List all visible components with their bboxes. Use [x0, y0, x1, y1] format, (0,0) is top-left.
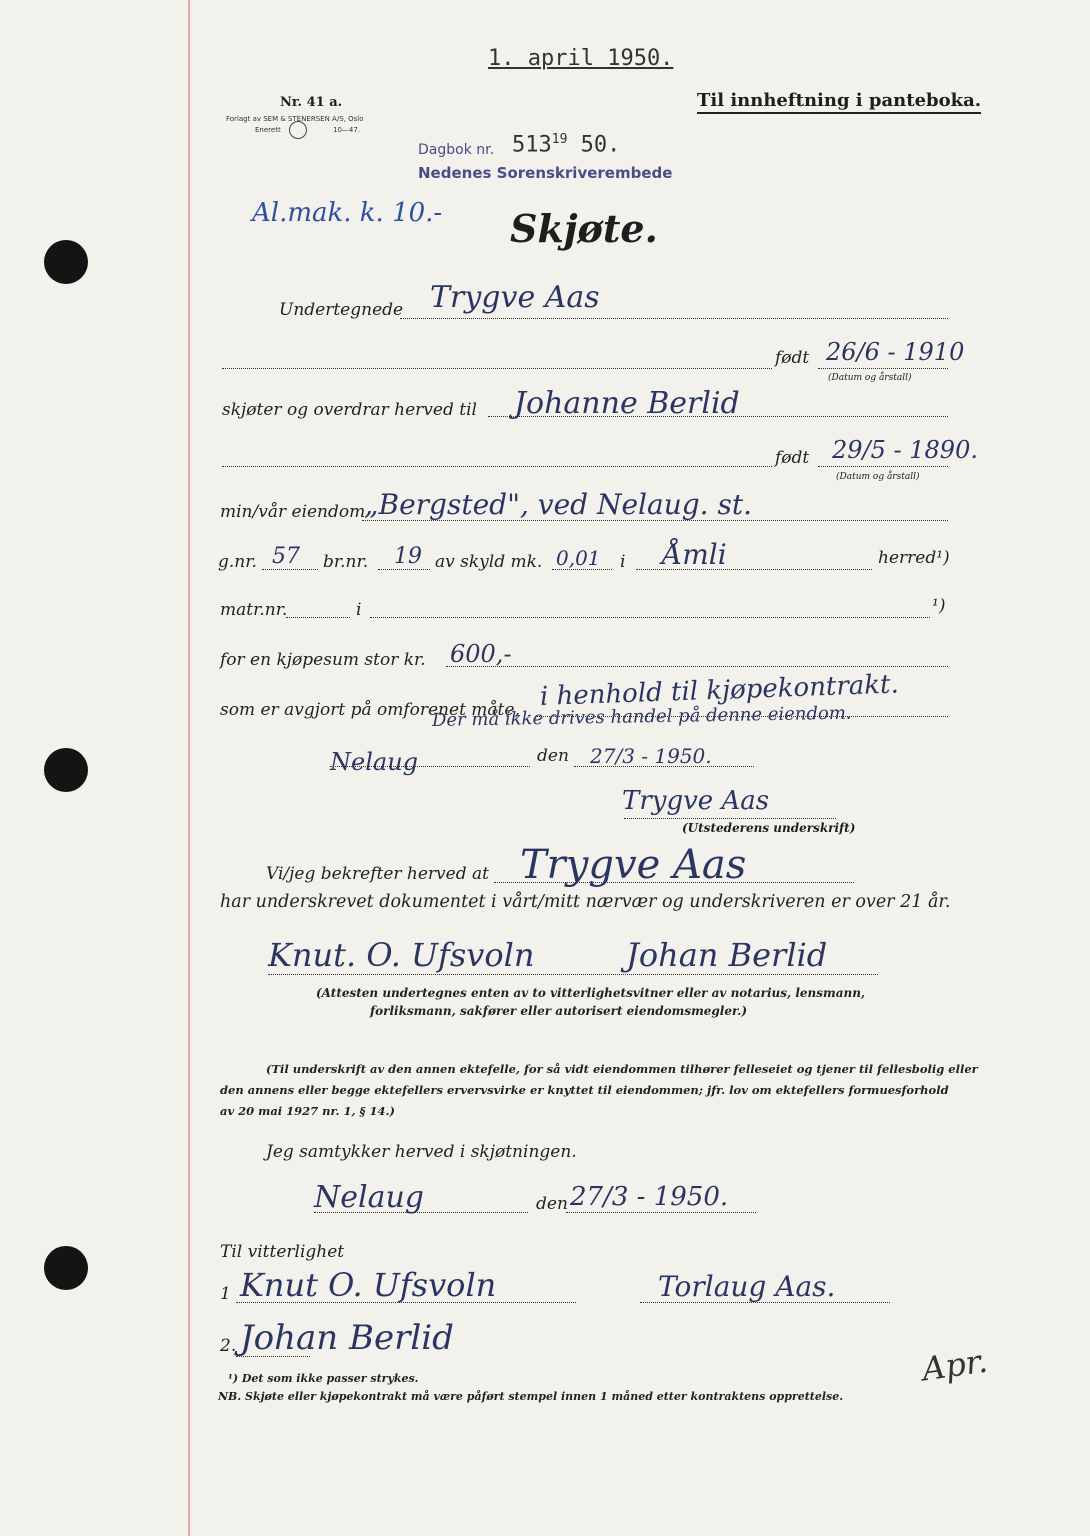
- fodt2-value: 29/5 - 1890.: [832, 436, 978, 464]
- fodt1-value: 26/6 - 1910: [826, 338, 965, 366]
- gnr-line: [262, 569, 318, 570]
- gnr-label: g.nr.: [218, 552, 257, 572]
- avgjort-value: i henhold til kjøpekontrakt.: [539, 669, 900, 712]
- spouse-note-2: den annens eller begge ektefellers ervervsvirke er knyttet til eiendommen; jfr. lov om ektefellers formuesforhold: [220, 1083, 949, 1097]
- datum-label-2: (Datum og årstall): [836, 472, 920, 482]
- kjopesum-label: for en kjøpesum stor kr.: [220, 650, 426, 670]
- publisher-line: Forlagt av SEM & STENERSEN A/S, Oslo: [226, 115, 364, 123]
- fodt1-line: [818, 368, 948, 369]
- confirm-label: Vi/jeg bekrefter herved at: [266, 864, 489, 884]
- dagbok-sup: 19: [551, 132, 568, 147]
- brnr-value: 19: [394, 544, 422, 569]
- document-title: Skjøte.: [510, 206, 658, 251]
- eiendom-value: „Bergsted", ved Nelaug. st.: [364, 488, 752, 521]
- kjopesum-value: 600,-: [450, 640, 512, 668]
- header-date: 1. april 1950.: [488, 46, 674, 71]
- consent-date-line: [566, 1212, 756, 1213]
- undertegnede-value: Trygve Aas: [430, 280, 600, 315]
- utsteder-label: (Utstederens underskrift): [682, 821, 856, 835]
- datum-label-1: (Datum og årstall): [828, 373, 912, 383]
- dagbok-year: 50.: [580, 132, 621, 158]
- kjopesum-line: [446, 666, 948, 667]
- consent-den-label: den: [536, 1194, 568, 1214]
- footnote-2: NB. Skjøte eller kjøpekontrakt må være påført stempel innen 1 måned etter kontraktens opprettelse.: [218, 1390, 844, 1403]
- place1-line: [330, 766, 530, 767]
- herred-label: herred¹): [878, 548, 950, 568]
- fodt2-line: [818, 466, 948, 467]
- fee-note: Al.mak. k. 10.-: [252, 198, 443, 228]
- avgjort-note: Der må ikke drives handel på denne eiendom.: [431, 702, 852, 731]
- witness-num-1: 1: [220, 1284, 231, 1304]
- undertegnede-line: [400, 318, 948, 319]
- herred-value: Åmli: [662, 538, 727, 571]
- place1-value: Nelaug: [330, 748, 419, 776]
- witness2-signature: Johan Berlid: [626, 936, 828, 974]
- publisher-enerett: Enerett: [255, 126, 281, 134]
- undertegnede-label: Undertegnede: [279, 300, 404, 320]
- spouse-note-1: (Til underskrift av den annen ektefelle, for så vidt eiendommen tilhører felleseiet og tjener til fellesbolig eller: [266, 1062, 978, 1076]
- attest-note-2: forliksmann, sakfører eller autorisert eiendomsmegler.): [370, 1004, 748, 1018]
- consent-place-line: [314, 1212, 528, 1213]
- i-label: i: [620, 552, 626, 572]
- matr-i-label: i: [356, 600, 362, 620]
- avgjort-label: som er avgjort på omforenet måte,: [220, 700, 520, 720]
- fodt1-label: født: [775, 348, 810, 368]
- date1-value: 27/3 - 1950.: [590, 744, 712, 768]
- matr-line: [286, 617, 350, 618]
- top-right-heading: Til innheftning i panteboka.: [697, 90, 981, 114]
- matr-footnote-mark: ¹): [932, 596, 946, 616]
- margin-line: [188, 0, 190, 1536]
- vitterlighet-label: Til vitterlighet: [220, 1242, 345, 1262]
- dagbok-value: 513: [512, 132, 552, 158]
- eiendom-label: min/vår eiendom: [220, 502, 366, 522]
- publisher-logo-icon: [289, 121, 307, 139]
- punch-hole-middle: [44, 748, 88, 792]
- punch-hole-top: [44, 240, 88, 284]
- dagbok-label: Dagbok nr.: [418, 142, 495, 158]
- den-label-1: den: [537, 746, 569, 766]
- form-number: Nr. 41 a.: [280, 95, 343, 110]
- witness-line: [268, 974, 878, 975]
- brnr-line: [378, 569, 430, 570]
- dagbok-number: [512, 132, 620, 157]
- witness-num-2: 2.: [220, 1336, 237, 1356]
- matr-label: matr.nr.: [220, 600, 288, 620]
- confirm-line2: har underskrevet dokumentet i vårt/mitt nærvær og underskriveren er over 21 år.: [220, 892, 951, 912]
- fodt2-label: født: [775, 448, 810, 468]
- footnote-1: ¹) Det som ikke passer strykes.: [228, 1372, 419, 1385]
- consent-label: Jeg samtykker herved i skjøtningen.: [266, 1142, 577, 1162]
- signature1: Trygve Aas: [622, 786, 770, 816]
- consent-witness1: Knut O. Ufsvoln: [240, 1266, 497, 1304]
- skyld-value: 0,01: [556, 546, 601, 570]
- matr-place-line: [370, 617, 930, 618]
- confirm-name: Trygve Aas: [520, 842, 747, 888]
- skjoter-value: Johanne Berlid: [514, 386, 740, 421]
- consent-witness2: Johan Berlid: [240, 1318, 454, 1358]
- publisher-code: 10—47.: [333, 126, 361, 134]
- office-stamp: Nedenes Sorenskriverembede: [418, 164, 673, 182]
- punch-hole-bottom: [44, 1246, 88, 1290]
- spouse-note-3: av 20 mai 1927 nr. 1, § 14.): [220, 1104, 395, 1118]
- consent-date: 27/3 - 1950.: [570, 1182, 729, 1212]
- clerk-initials: Apr.: [919, 1341, 990, 1389]
- consent-place: Nelaug: [314, 1180, 425, 1215]
- consent-signature: Torlaug Aas.: [658, 1270, 836, 1303]
- skyld-label: av skyld mk.: [435, 552, 543, 572]
- witness1-signature: Knut. O. Ufsvoln: [268, 936, 535, 974]
- gnr-value: 57: [272, 544, 300, 569]
- brnr-label: br.nr.: [323, 552, 369, 572]
- fodt1-blank-line: [222, 368, 772, 369]
- skjoter-label: skjøter og overdrar herved til: [222, 400, 477, 420]
- consent-signature-line: [640, 1302, 890, 1303]
- fodt2-blank-line: [222, 466, 772, 467]
- attest-note-1: (Attesten undertegnes enten av to vitterlighetsvitner eller av notarius, lensmann,: [316, 986, 866, 1000]
- signature1-line: [624, 818, 836, 819]
